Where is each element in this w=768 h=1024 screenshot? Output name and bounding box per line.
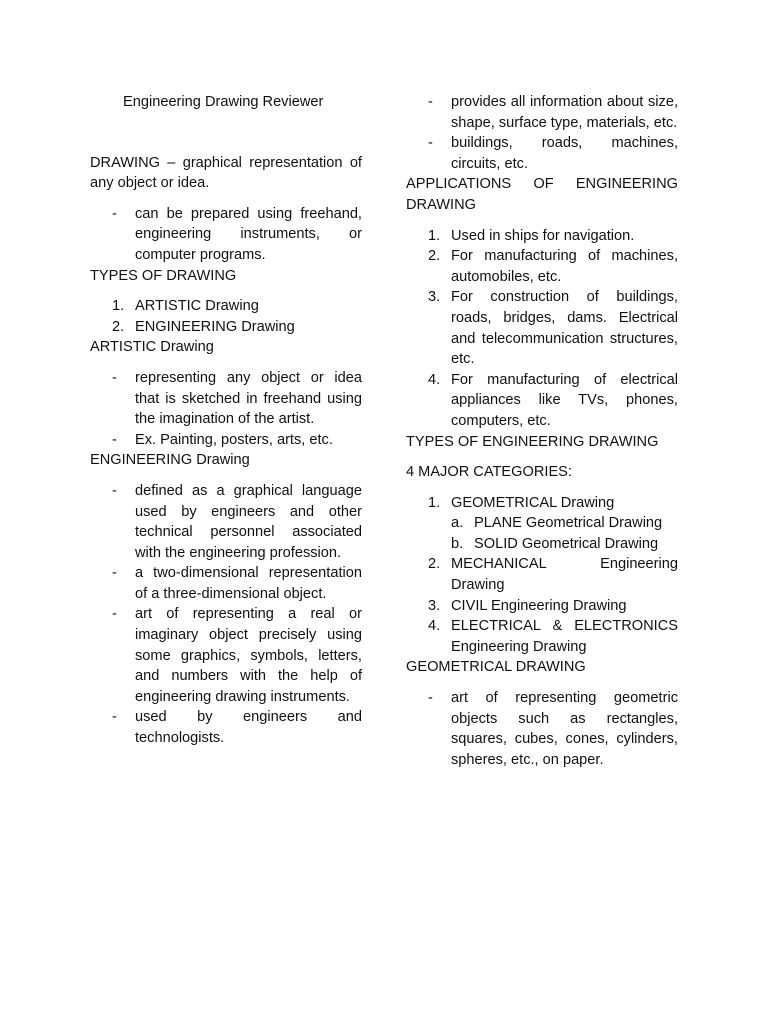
continued-bullets (406, 92, 678, 174)
list-item: - representing any object or idea that is sketched in freehand using the imagination of the artist. (112, 369, 362, 428)
list-item: 4. For manufacturing of electrical appliances like TVs, phones, computers, etc. (428, 371, 678, 429)
list-item: - provides all information about size, shape, surface type, materials, etc. (428, 94, 678, 131)
engineering-bullets (90, 481, 362, 749)
list-item: a. PLANE Geometrical Drawing (451, 515, 663, 532)
artistic-drawing-heading: ARTISTIC Drawing (90, 339, 214, 356)
categories-list (406, 493, 678, 658)
left-column (90, 92, 362, 749)
list-item: 1. ARTISTIC Drawing (112, 298, 259, 315)
list-item: - art of representing a real or imaginary object precisely using some graphics, symbols, letters, and numbers with the help of engineering drawing instruments. (112, 606, 362, 705)
types-of-engineering-drawing-heading: TYPES OF ENGINEERING DRAWING (406, 433, 659, 450)
list-item: 2. MECHANICAL Engineering Drawing (428, 556, 678, 594)
list-item: - buildings, roads, machines, circuits, etc. (428, 135, 678, 172)
types-of-drawing-heading: TYPES OF DRAWING (90, 267, 237, 284)
types-of-drawing-list (90, 296, 362, 337)
applications-heading: APPLICATIONS OF ENGINEERING DRAWING (406, 176, 678, 213)
list-item: 2. For manufacturing of machines, automobiles, etc. (428, 248, 678, 285)
list-item: - a two-dimensional representation of a three-dimensional object. (112, 565, 362, 602)
artistic-bullets (90, 368, 362, 450)
engineering-drawing-heading: ENGINEERING Drawing (90, 452, 250, 469)
list-item: 1. Used in ships for navigation. (428, 227, 635, 244)
right-column (406, 92, 678, 770)
list-item: - defined as a graphical language used by engineers and other technical personnel associated with the engineering profession. (112, 482, 362, 561)
geometrical-sub-list (451, 513, 678, 554)
dash-marker: - (112, 205, 117, 222)
list-item: - Ex. Painting, posters, arts, etc. (112, 431, 333, 448)
list-item: 4. ELECTRICAL & ELECTRONICS Engineering Drawing (428, 618, 678, 655)
list-item: 2. ENGINEERING Drawing (112, 318, 295, 335)
list-item: b. SOLID Geometrical Drawing (451, 535, 659, 552)
applications-list (406, 226, 678, 432)
list-item: - used by engineers and technologists. (112, 709, 362, 747)
major-categories-heading: 4 MAJOR CATEGORIES: (406, 464, 572, 481)
drawing-bullets (90, 204, 362, 266)
geometrical-bullets (406, 688, 678, 770)
drawing-definition: DRAWING – graphical representation of any object or idea. (90, 154, 362, 192)
list-item: - can be prepared using freehand, engineering instruments, or computer programs. (112, 205, 362, 263)
list-item: 3. For construction of buildings, roads, bridges, dams. Electrical and telecommunication structures, etc. (428, 289, 678, 368)
list-item: 1. GEOMETRICAL Drawing a. PLANE Geometrical Drawing b. SOLID Geometrical Drawing (406, 493, 678, 555)
list-item: 3. CIVIL Engineering Drawing (428, 597, 627, 614)
geometrical-drawing-heading: GEOMETRICAL DRAWING (406, 659, 586, 676)
list-item: - art of representing geometric objects such as rectangles, squares, cubes, cones, cylinders, spheres, etc., on paper. (428, 690, 678, 768)
document-title: Engineering Drawing Reviewer (123, 94, 324, 110)
